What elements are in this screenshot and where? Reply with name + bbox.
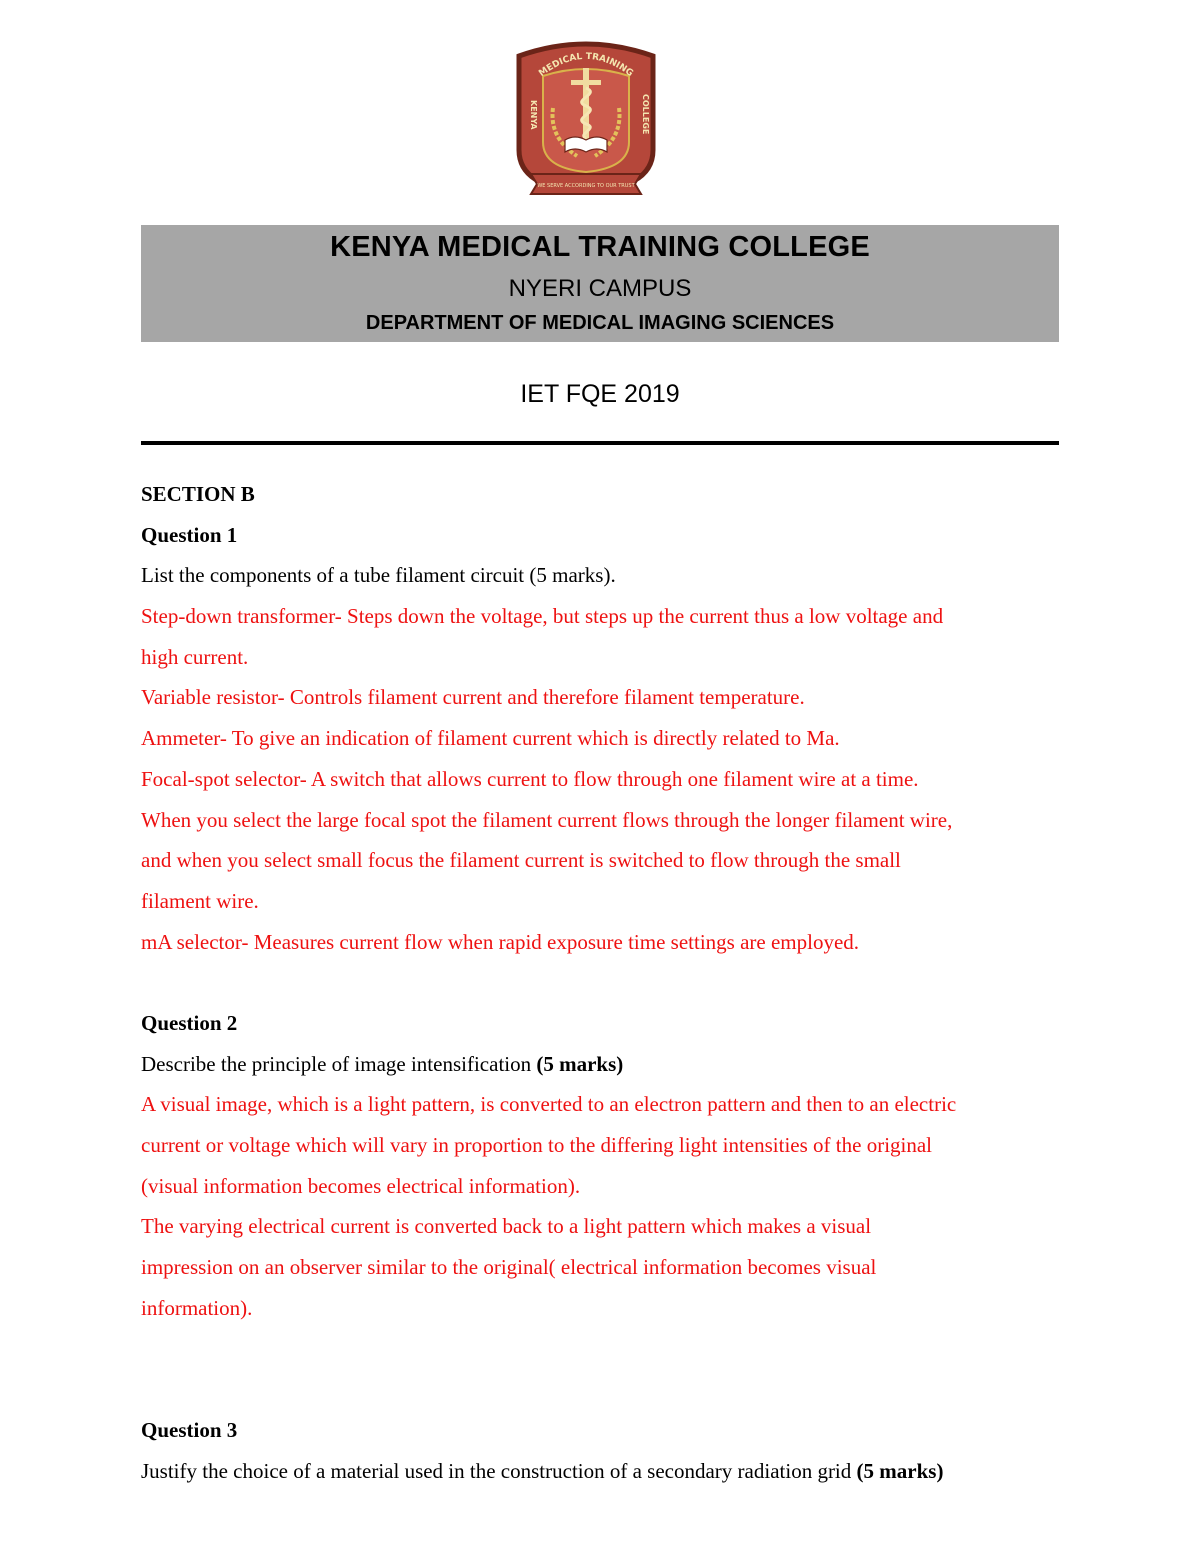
question-heading: Question 2	[141, 1010, 238, 1035]
question-marks: (5 marks)	[536, 1051, 624, 1076]
crest-motto: WE SERVE ACCORDING TO OUR TRUST	[537, 183, 635, 189]
spacer	[141, 962, 1071, 1003]
crest-right-text: COLLEGE	[641, 94, 650, 135]
question-prompt	[141, 1451, 1071, 1492]
header-band	[141, 225, 1059, 342]
exam-content	[141, 474, 1071, 1491]
answer-line: impression on an observer similar to the original( electrical information becomes visual	[141, 1255, 877, 1280]
question-prompt-text: Justify the choice of a material used in the construction of a secondary radiation grid	[141, 1458, 857, 1483]
answer-line: Step-down transformer- Steps down the voltage, but steps up the current thus a low voltage and	[141, 604, 944, 629]
question-heading: Question 1	[141, 522, 238, 547]
answer-line: A visual image, which is a light pattern, is converted to an electron pattern and then to an electric	[141, 1092, 957, 1117]
answer-line: filament wire.	[141, 888, 259, 913]
answer-line: mA selector- Measures current flow when rapid exposure time settings are employed.	[141, 929, 860, 954]
answer-line: The varying electrical current is converted back to a light pattern which makes a visual	[141, 1214, 872, 1239]
college-title: KENYA MEDICAL TRAINING COLLEGE	[330, 231, 870, 263]
question-2	[141, 1003, 1071, 1329]
answer-line: When you select the large focal spot the filament current flows through the longer filament wire,	[141, 807, 953, 832]
college-crest-logo	[513, 38, 659, 198]
question-prompt-text: Describe the principle of image intensification	[141, 1051, 537, 1076]
spacer	[141, 1328, 1071, 1409]
answer-line: current or voltage which will vary in proportion to the differing light intensities of the original	[141, 1133, 933, 1157]
crest-arc-text: MEDICAL TRAINING	[537, 51, 635, 79]
answer-line: and when you select small focus the filament current is switched to flow through the small	[141, 848, 901, 873]
question-1	[141, 515, 1071, 963]
answer-line: information).	[141, 1295, 253, 1320]
question-heading: Question 3	[141, 1417, 238, 1442]
question-3	[141, 1410, 1071, 1491]
section-heading: SECTION B	[141, 482, 255, 506]
question-marks: (5 marks)	[856, 1458, 944, 1483]
question-prompt: List the components of a tube filament circuit (5 marks).	[141, 563, 616, 588]
answer-line: Variable resistor- Controls filament current and therefore filament temperature.	[141, 685, 805, 710]
title-divider	[141, 441, 1059, 445]
question-prompt	[141, 1044, 1071, 1085]
exam-title: IET FQE 2019	[520, 380, 680, 408]
answer-line: high current.	[141, 644, 249, 669]
department-name: DEPARTMENT OF MEDICAL IMAGING SCIENCES	[365, 312, 835, 334]
answer-line: Focal-spot selector- A switch that allows current to flow through one filament wire at a time.	[141, 766, 919, 791]
answer-line: (visual information becomes electrical information).	[141, 1173, 581, 1198]
campus-name: NYERI CAMPUS	[508, 275, 692, 302]
answer-line: Ammeter- To give an indication of filament current which is directly related to Ma.	[141, 726, 840, 751]
crest-left-text: KENYA	[529, 100, 538, 130]
